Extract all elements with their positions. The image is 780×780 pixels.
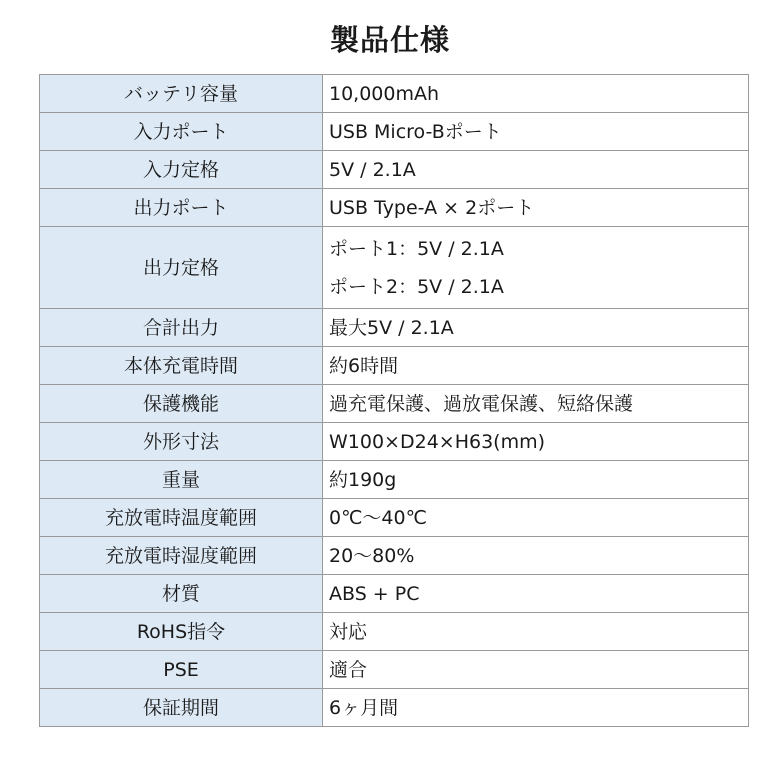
row-label: 出力定格	[40, 227, 323, 309]
table-row-dimensions	[40, 423, 749, 461]
row-value-line-2: ポート2：5V / 2.1A	[329, 275, 504, 298]
row-value: 20〜80%	[323, 537, 749, 575]
row-value: 0℃〜40℃	[323, 499, 749, 537]
table-row-temperature-range	[40, 499, 749, 537]
row-label: 充放電時湿度範囲	[40, 537, 323, 575]
row-value: ABS + PC	[323, 575, 749, 613]
row-label: 材質	[40, 575, 323, 613]
row-value: W100×D24×H63(mm)	[323, 423, 749, 461]
row-label: 本体充電時間	[40, 347, 323, 385]
row-label: バッテリ容量	[40, 75, 323, 113]
row-label: 充放電時温度範囲	[40, 499, 323, 537]
row-label: 合計出力	[40, 309, 323, 347]
row-label: 出力ポート	[40, 189, 323, 227]
row-label: 保証期間	[40, 689, 323, 727]
table-row-output-port	[40, 189, 749, 227]
table-row-input-rating	[40, 151, 749, 189]
row-value: USB Micro-Bポート	[323, 113, 749, 151]
row-value	[323, 227, 749, 309]
row-value: USB Type-A × 2ポート	[323, 189, 749, 227]
row-value: 約190g	[323, 461, 749, 499]
row-label: PSE	[40, 651, 323, 689]
table-row-input-port	[40, 113, 749, 151]
table-row-protection	[40, 385, 749, 423]
row-value: 対応	[323, 613, 749, 651]
table-row-battery-capacity	[40, 75, 749, 113]
table-row-rohs	[40, 613, 749, 651]
row-value: 適合	[323, 651, 749, 689]
row-label: RoHS指令	[40, 613, 323, 651]
table-row-humidity-range	[40, 537, 749, 575]
row-value: 10,000mAh	[323, 75, 749, 113]
row-label: 入力ポート	[40, 113, 323, 151]
table-row-pse	[40, 651, 749, 689]
table-row-total-output	[40, 309, 749, 347]
row-value-line-1: ポート1：5V / 2.1A	[329, 237, 504, 260]
spec-table	[39, 74, 749, 727]
row-value: 最大5V / 2.1A	[323, 309, 749, 347]
row-value: 5V / 2.1A	[323, 151, 749, 189]
row-value: 6ヶ月間	[323, 689, 749, 727]
row-label: 保護機能	[40, 385, 323, 423]
row-label: 外形寸法	[40, 423, 323, 461]
row-label: 重量	[40, 461, 323, 499]
page-title: 製品仕様	[329, 23, 450, 57]
table-row-warranty	[40, 689, 749, 727]
table-row-material	[40, 575, 749, 613]
row-value: 過充電保護、過放電保護、短絡保護	[323, 385, 749, 423]
table-row-output-rating	[40, 227, 749, 309]
row-value: 約6時間	[323, 347, 749, 385]
table-row-weight	[40, 461, 749, 499]
table-row-charge-time	[40, 347, 749, 385]
row-label: 入力定格	[40, 151, 323, 189]
